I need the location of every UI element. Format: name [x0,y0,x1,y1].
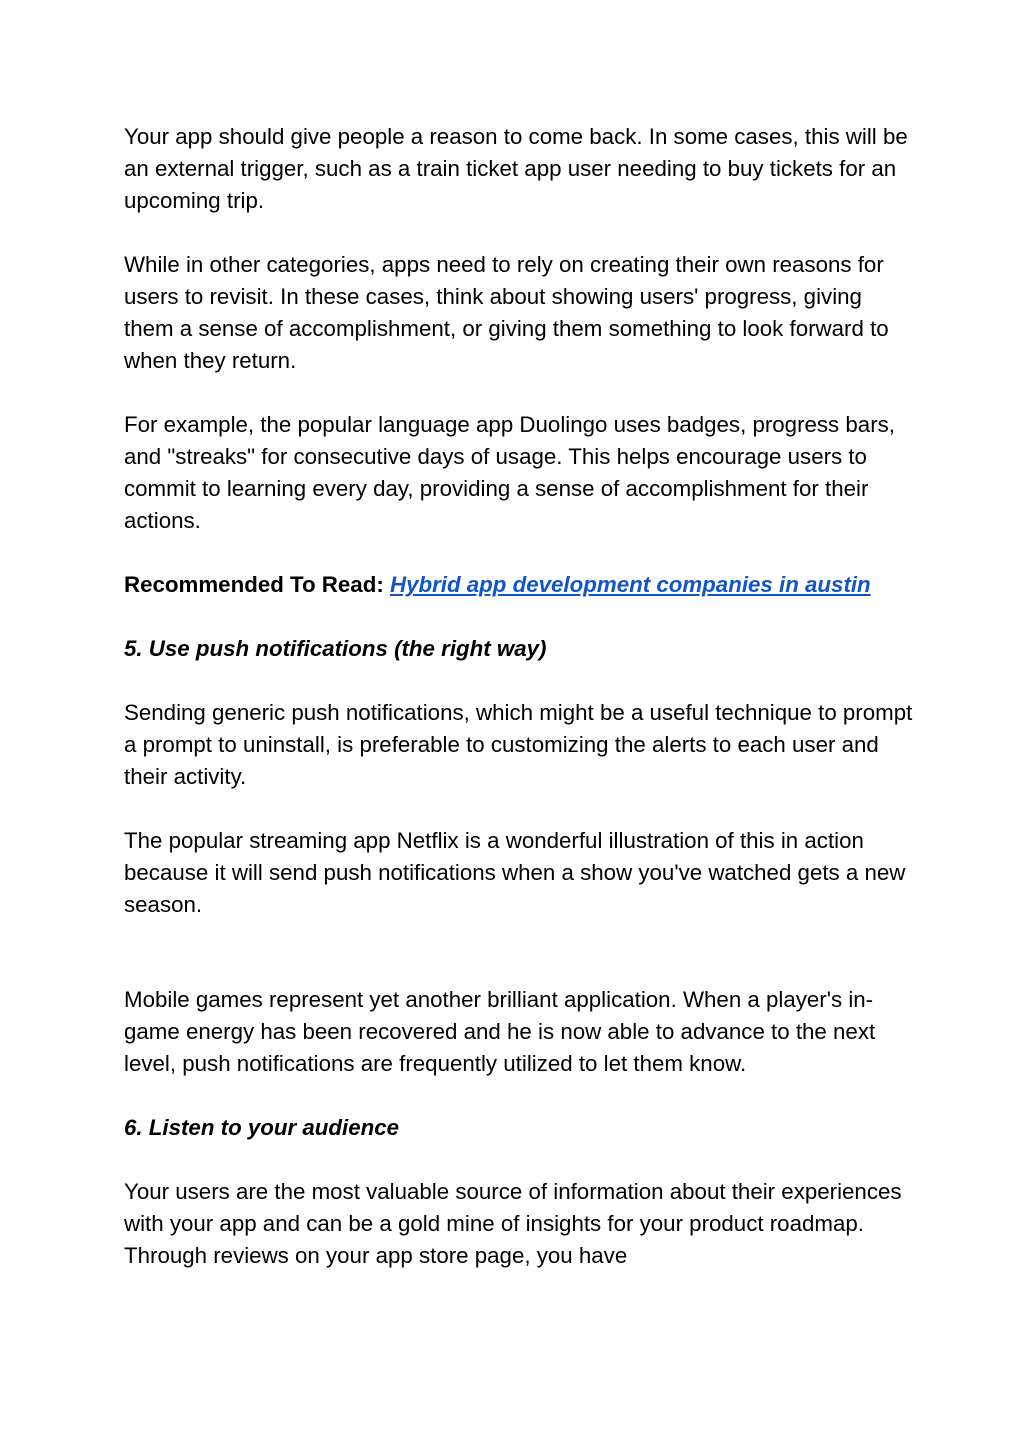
section-heading-push-notifications: 5. Use push notifications (the right way) [124,636,547,661]
paragraph-duolingo-example: For example, the popular language app Duolingo uses badges, progress bars, and "streaks" for consecutive days of usage. This helps encourage users to commit to learning every day, providing a sense of accomplishment for their actions. [124,412,895,533]
spacer [124,665,914,697]
paragraph-users-feedback: Your users are the most valuable source of information about their experiences with your app and can be a gold mine of insights for your product roadmap. Through reviews on your app store page, you have [124,1179,902,1268]
spacer [124,217,914,249]
paragraph-mobile-games: Mobile games represent yet another brilliant application. When a player's in-game energy has been recovered and he is now able to advance to the next level, push notifications are frequently utilized to let them know. [124,987,876,1076]
document-page [124,121,914,1272]
section-heading-listen-audience: 6. Listen to your audience [124,1115,400,1140]
recommended-link[interactable]: Hybrid app development companies in austin [389,572,871,597]
spacer [124,793,914,825]
spacer [124,537,914,569]
spacer [124,377,914,409]
paragraph-netflix-example: The popular streaming app Netflix is a wonderful illustration of this in action because it will send push notifications when a show you've watched gets a new season. [124,828,906,917]
paragraph-generic-push: Sending generic push notifications, which might be a useful technique to prompt a prompt to uninstall, is preferable to customizing the alerts to each user and their activity. [124,700,913,789]
paragraph-other-categories: While in other categories, apps need to rely on creating their own reasons for users to revisit. In these cases, think about showing users' progress, giving them a sense of accomplishment, or giving them something to look forward to when they return. [124,252,889,373]
recommended-label: Recommended To Read: [124,572,384,597]
spacer [124,1144,914,1176]
spacer [124,601,914,633]
spacer [124,1080,914,1112]
paragraph-reason-to-return: Your app should give people a reason to come back. In some cases, this will be an external trigger, such as a train ticket app user needing to buy tickets for an upcoming trip. [124,124,908,213]
spacer [124,921,914,984]
recommended-to-read [124,569,914,601]
